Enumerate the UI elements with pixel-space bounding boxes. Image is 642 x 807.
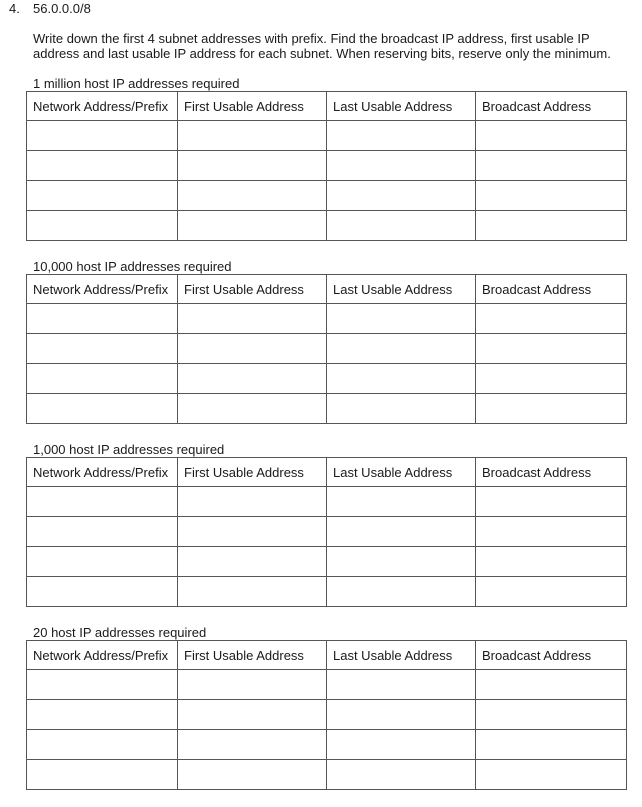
subnet-table <box>26 457 627 607</box>
broadcast-cell[interactable] <box>476 670 627 700</box>
broadcast-cell[interactable] <box>476 577 627 607</box>
last-usable-cell[interactable] <box>327 151 476 181</box>
first-usable-cell[interactable] <box>178 577 327 607</box>
subnet-table <box>26 91 627 241</box>
broadcast-cell[interactable] <box>476 730 627 760</box>
broadcast-cell[interactable] <box>476 304 627 334</box>
column-header: Last Usable Address <box>327 92 476 121</box>
last-usable-cell[interactable] <box>327 730 476 760</box>
network-address-cell[interactable] <box>27 487 178 517</box>
column-header: Last Usable Address <box>327 275 476 304</box>
network-address-cell[interactable] <box>27 760 178 790</box>
network-address-cell[interactable] <box>27 181 178 211</box>
table-row <box>27 700 627 730</box>
column-header: First Usable Address <box>178 275 327 304</box>
column-header: First Usable Address <box>178 641 327 670</box>
table-header-row <box>27 92 627 121</box>
column-header: Last Usable Address <box>327 641 476 670</box>
network-address-cell[interactable] <box>27 577 178 607</box>
first-usable-cell[interactable] <box>178 700 327 730</box>
network-address-cell[interactable] <box>27 304 178 334</box>
section-label: 1 million host IP addresses required <box>33 76 240 91</box>
broadcast-cell[interactable] <box>476 487 627 517</box>
network-address-cell[interactable] <box>27 670 178 700</box>
question-number: 4. <box>9 1 20 16</box>
first-usable-cell[interactable] <box>178 517 327 547</box>
network-address-cell[interactable] <box>27 364 178 394</box>
column-header: Last Usable Address <box>327 458 476 487</box>
table-row <box>27 121 627 151</box>
last-usable-cell[interactable] <box>327 211 476 241</box>
network-address-cell[interactable] <box>27 211 178 241</box>
subnet-table <box>26 640 627 790</box>
column-header: Broadcast Address <box>476 641 627 670</box>
first-usable-cell[interactable] <box>178 151 327 181</box>
broadcast-cell[interactable] <box>476 364 627 394</box>
last-usable-cell[interactable] <box>327 700 476 730</box>
table-row <box>27 670 627 700</box>
table-row <box>27 334 627 364</box>
last-usable-cell[interactable] <box>327 517 476 547</box>
first-usable-cell[interactable] <box>178 181 327 211</box>
first-usable-cell[interactable] <box>178 121 327 151</box>
first-usable-cell[interactable] <box>178 334 327 364</box>
column-header: Broadcast Address <box>476 275 627 304</box>
first-usable-cell[interactable] <box>178 670 327 700</box>
table-row <box>27 181 627 211</box>
last-usable-cell[interactable] <box>327 181 476 211</box>
first-usable-cell[interactable] <box>178 304 327 334</box>
table-header-row <box>27 275 627 304</box>
column-header: First Usable Address <box>178 458 327 487</box>
table-row <box>27 364 627 394</box>
first-usable-cell[interactable] <box>178 487 327 517</box>
table-row <box>27 304 627 334</box>
subnet-table <box>26 274 627 424</box>
broadcast-cell[interactable] <box>476 181 627 211</box>
broadcast-cell[interactable] <box>476 547 627 577</box>
column-header: Broadcast Address <box>476 92 627 121</box>
network-address-cell[interactable] <box>27 547 178 577</box>
table-row <box>27 517 627 547</box>
table-row <box>27 487 627 517</box>
question-heading <box>9 1 91 17</box>
network-address-cell[interactable] <box>27 730 178 760</box>
first-usable-cell[interactable] <box>178 730 327 760</box>
last-usable-cell[interactable] <box>327 760 476 790</box>
network-address-cell[interactable] <box>27 151 178 181</box>
broadcast-cell[interactable] <box>476 760 627 790</box>
table-header-row <box>27 458 627 487</box>
table-row <box>27 760 627 790</box>
table-row <box>27 730 627 760</box>
last-usable-cell[interactable] <box>327 364 476 394</box>
question-instructions: Write down the first 4 subnet addresses with prefix. Find the broadcast IP address, first usable IP address and last usable IP address for each subnet. When reserving bits, reserve only the minimum. <box>33 31 611 61</box>
broadcast-cell[interactable] <box>476 334 627 364</box>
first-usable-cell[interactable] <box>178 211 327 241</box>
last-usable-cell[interactable] <box>327 304 476 334</box>
first-usable-cell[interactable] <box>178 760 327 790</box>
table-row <box>27 211 627 241</box>
table-row <box>27 394 627 424</box>
network-address-cell[interactable] <box>27 121 178 151</box>
column-header: Broadcast Address <box>476 458 627 487</box>
broadcast-cell[interactable] <box>476 121 627 151</box>
first-usable-cell[interactable] <box>178 394 327 424</box>
last-usable-cell[interactable] <box>327 394 476 424</box>
column-header: Network Address/Prefix <box>27 92 178 121</box>
section-label: 1,000 host IP addresses required <box>33 442 225 457</box>
section-label: 10,000 host IP addresses required <box>33 259 232 274</box>
table-row <box>27 577 627 607</box>
broadcast-cell[interactable] <box>476 517 627 547</box>
last-usable-cell[interactable] <box>327 670 476 700</box>
first-usable-cell[interactable] <box>178 364 327 394</box>
network-address-cell[interactable] <box>27 700 178 730</box>
broadcast-cell[interactable] <box>476 211 627 241</box>
column-header: Network Address/Prefix <box>27 275 178 304</box>
broadcast-cell[interactable] <box>476 394 627 424</box>
last-usable-cell[interactable] <box>327 547 476 577</box>
last-usable-cell[interactable] <box>327 334 476 364</box>
table-row <box>27 151 627 181</box>
network-address-cell[interactable] <box>27 334 178 364</box>
broadcast-cell[interactable] <box>476 700 627 730</box>
column-header: Network Address/Prefix <box>27 641 178 670</box>
table-header-row <box>27 641 627 670</box>
section-label: 20 host IP addresses required <box>33 625 207 640</box>
network-address-cell[interactable] <box>27 394 178 424</box>
first-usable-cell[interactable] <box>178 547 327 577</box>
question-network: 56.0.0.0/8 <box>33 1 91 16</box>
broadcast-cell[interactable] <box>476 151 627 181</box>
table-row <box>27 547 627 577</box>
last-usable-cell[interactable] <box>327 121 476 151</box>
network-address-cell[interactable] <box>27 517 178 547</box>
column-header: Network Address/Prefix <box>27 458 178 487</box>
last-usable-cell[interactable] <box>327 487 476 517</box>
column-header: First Usable Address <box>178 92 327 121</box>
last-usable-cell[interactable] <box>327 577 476 607</box>
